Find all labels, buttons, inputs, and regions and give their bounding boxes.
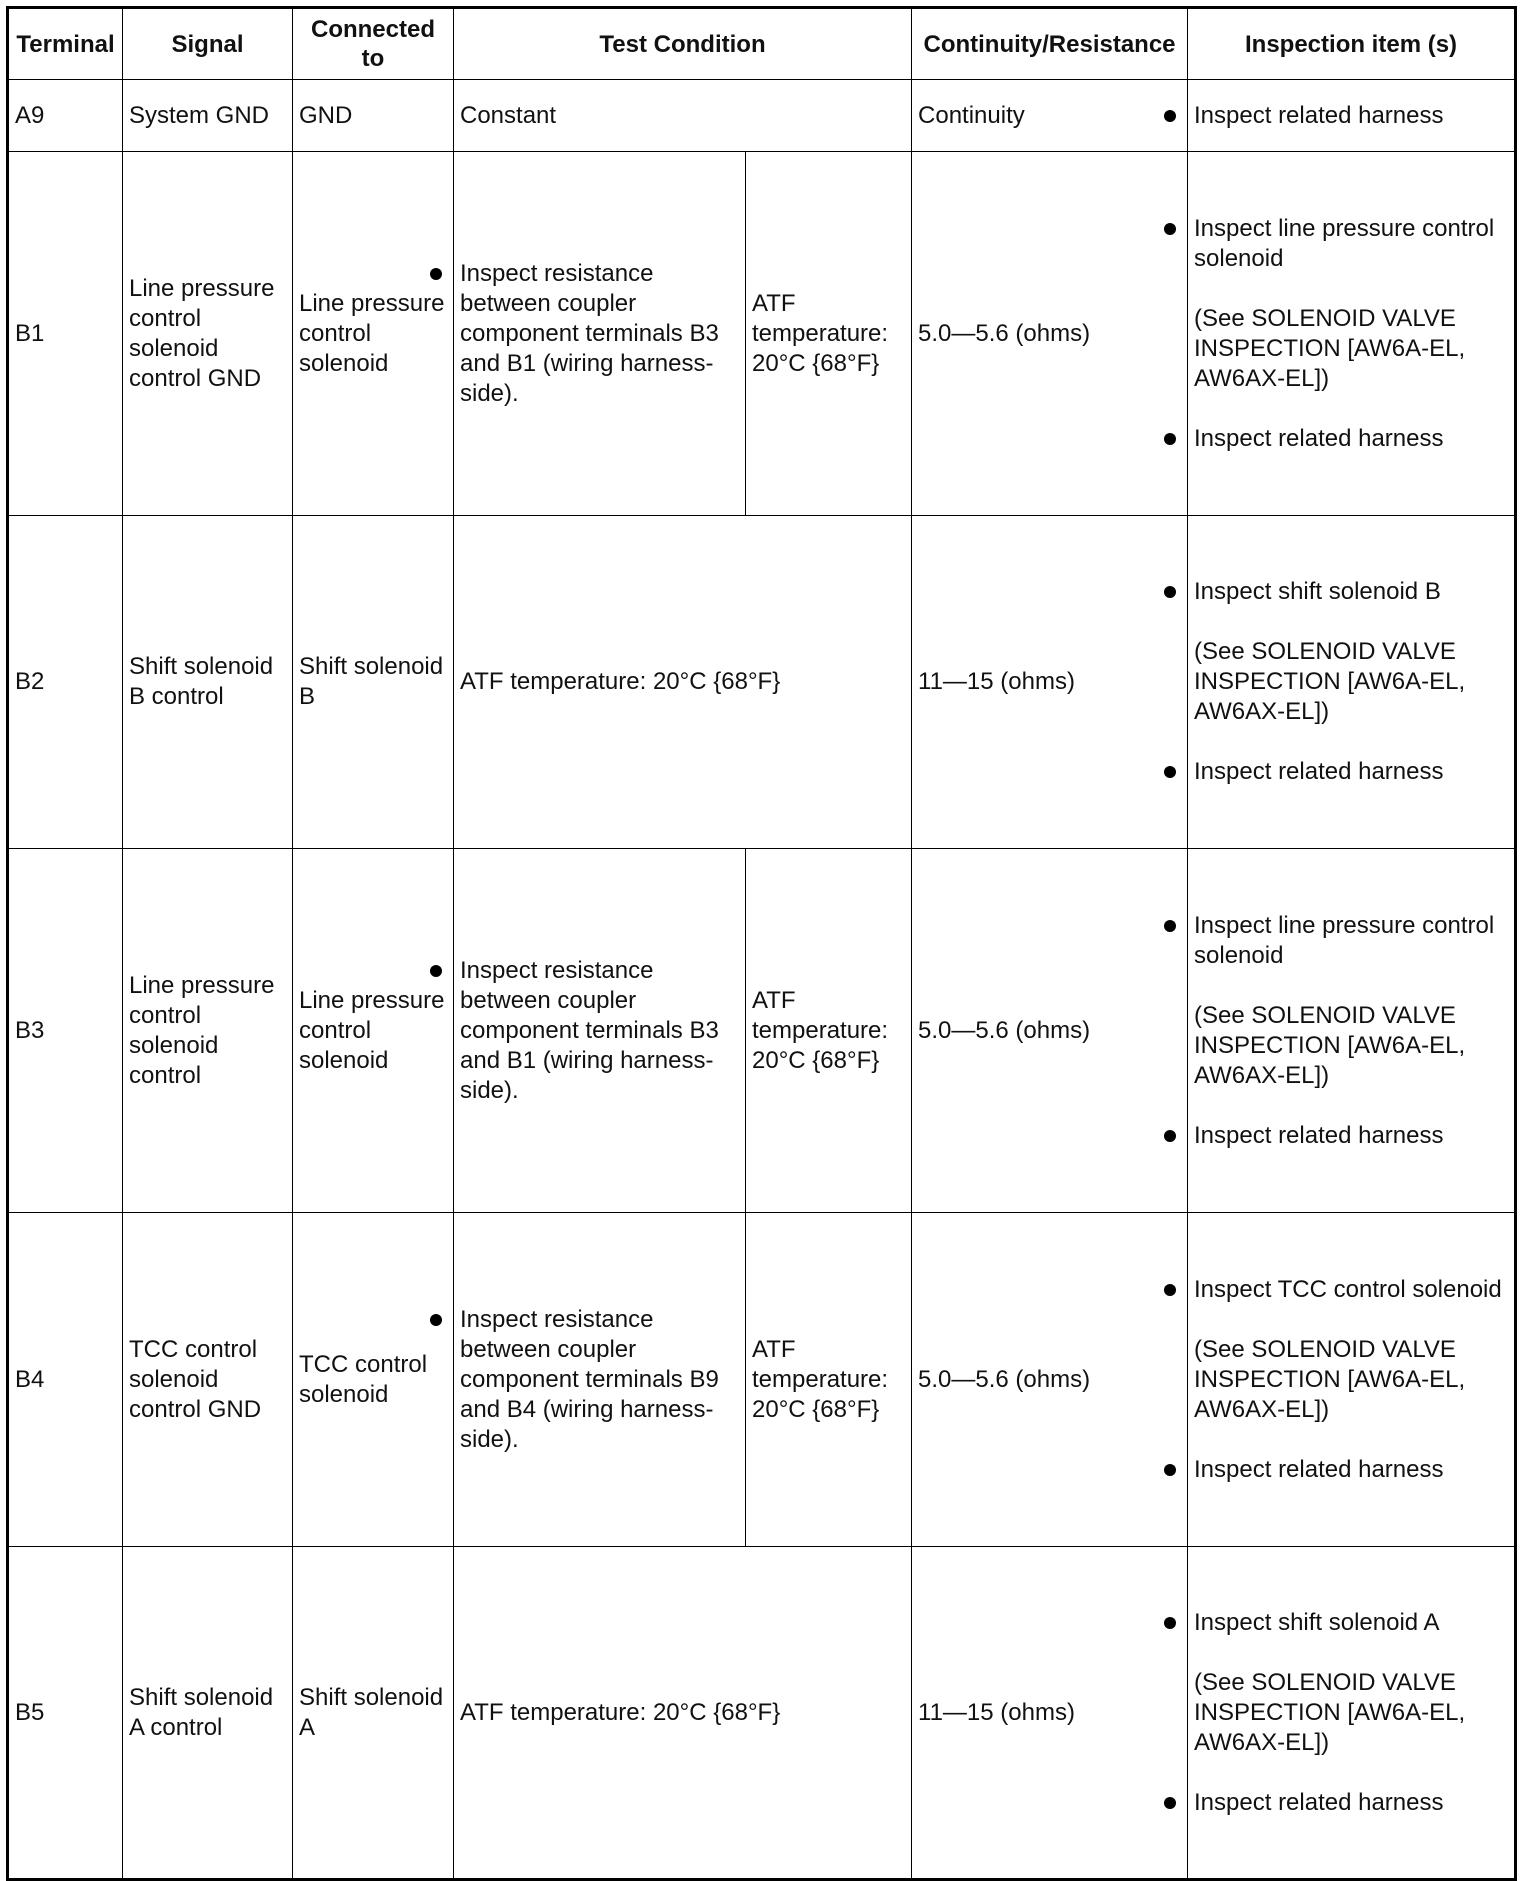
terminal-cell: B5 xyxy=(8,1547,123,1880)
connected-to-cell: Line pressure control solenoid xyxy=(293,849,454,1213)
terminal-cell: B1 xyxy=(8,152,123,516)
test-bullet-item: Inspect resistance between coupler component terminals B3 and B1 (wiring harness-side). xyxy=(424,956,739,1106)
inspection-note: (See SOLENOID VALVE INSPECTION [AW6A-EL, AW6AX-EL]) xyxy=(1194,1668,1466,1756)
inspection-note: (See SOLENOID VALVE INSPECTION [AW6A-EL, AW6AX-EL]) xyxy=(1194,638,1466,725)
inspection-item: Inspect shift solenoid A xyxy=(1158,1608,1508,1638)
test-condition-cell: ATF temperature: 20°C {68°F} xyxy=(746,1213,912,1547)
test-bullet-cell xyxy=(454,849,746,1213)
inspection-item: Inspect related harness xyxy=(1158,757,1508,787)
inspection-item: Inspect TCC control solenoid xyxy=(1158,1275,1508,1305)
test-condition-cell: ATF temperature: 20°C {68°F} xyxy=(454,516,912,849)
terminal-cell: B2 xyxy=(8,516,123,849)
bullet-icon xyxy=(430,965,442,977)
inspection-item: Inspect related harness xyxy=(1158,1788,1508,1818)
table-row xyxy=(8,1213,1516,1547)
inspection-item: Inspect related harness xyxy=(1158,424,1508,454)
signal-cell: Shift solenoid B control xyxy=(123,516,293,849)
test-condition-cell: ATF temperature: 20°C {68°F} xyxy=(746,849,912,1213)
connected-to-cell: TCC control solenoid xyxy=(293,1213,454,1547)
terminal-cell: B4 xyxy=(8,1213,123,1547)
header-signal: Signal xyxy=(123,8,293,80)
inspection-item: Inspect line pressure control solenoid xyxy=(1158,911,1508,971)
bullet-icon xyxy=(1164,920,1176,932)
signal-cell: TCC control solenoid control GND xyxy=(123,1213,293,1547)
terminal-spec-table xyxy=(6,6,1517,1881)
continuity-cell: 11—15 (ohms) xyxy=(912,516,1188,849)
terminal-cell: B3 xyxy=(8,849,123,1213)
table-row xyxy=(8,152,1516,516)
inspection-cell xyxy=(1188,152,1516,516)
header-inspection: Inspection item (s) xyxy=(1188,8,1516,80)
header-connected-to: Connected to xyxy=(293,8,454,80)
connected-to-cell: Shift solenoid B xyxy=(293,516,454,849)
inspection-item: Inspect shift solenoid B xyxy=(1158,577,1508,607)
connected-to-cell: Shift solenoid A xyxy=(293,1547,454,1880)
inspection-note: (See SOLENOID VALVE INSPECTION [AW6A-EL, AW6AX-EL]) xyxy=(1194,304,1466,392)
inspection-item: Inspect related harness xyxy=(1158,1121,1508,1151)
connected-to-cell: GND xyxy=(293,80,454,152)
table-row xyxy=(8,80,1516,152)
test-bullet-item: Inspect resistance between coupler component terminals B3 and B1 (wiring harness-side). xyxy=(424,259,739,409)
continuity-cell: 11—15 (ohms) xyxy=(912,1547,1188,1880)
bullet-icon xyxy=(1164,223,1176,235)
continuity-cell: 5.0—5.6 (ohms) xyxy=(912,849,1188,1213)
signal-cell: Shift solenoid A control xyxy=(123,1547,293,1880)
inspection-cell xyxy=(1188,516,1516,849)
inspection-cell xyxy=(1188,1547,1516,1880)
test-bullet-cell xyxy=(454,152,746,516)
inspection-item: Inspect related harness xyxy=(1158,101,1508,131)
connected-to-cell: Line pressure control solenoid xyxy=(293,152,454,516)
bullet-icon xyxy=(1164,1464,1176,1476)
test-bullet-item: Inspect resistance between coupler component terminals B9 and B4 (wiring harness-side). xyxy=(424,1305,739,1455)
header-continuity: Continuity/Resistance xyxy=(912,8,1188,80)
bullet-icon xyxy=(1164,766,1176,778)
bullet-icon xyxy=(1164,1797,1176,1809)
table-row xyxy=(8,849,1516,1213)
signal-cell: Line pressure control solenoid control GND xyxy=(123,152,293,516)
inspection-note: (See SOLENOID VALVE INSPECTION [AW6A-EL, AW6AX-EL]) xyxy=(1194,1001,1466,1089)
inspection-cell xyxy=(1188,1213,1516,1547)
inspection-cell xyxy=(1188,849,1516,1213)
spec-table-wrapper xyxy=(6,6,1517,1881)
signal-cell: Line pressure control solenoid control xyxy=(123,849,293,1213)
continuity-cell: 5.0—5.6 (ohms) xyxy=(912,1213,1188,1547)
inspection-cell xyxy=(1188,80,1516,152)
inspection-note: (See SOLENOID VALVE INSPECTION [AW6A-EL, AW6AX-EL]) xyxy=(1194,1335,1466,1423)
bullet-icon xyxy=(430,1314,442,1326)
test-condition-cell: Constant xyxy=(454,80,912,152)
header-row xyxy=(8,8,1516,80)
bullet-icon xyxy=(1164,586,1176,598)
terminal-cell: A9 xyxy=(8,80,123,152)
continuity-cell: Continuity xyxy=(912,80,1188,152)
continuity-cell: 5.0—5.6 (ohms) xyxy=(912,152,1188,516)
header-terminal: Terminal xyxy=(8,8,123,80)
signal-cell: System GND xyxy=(123,80,293,152)
bullet-icon xyxy=(1164,433,1176,445)
bullet-icon xyxy=(430,268,442,280)
bullet-icon xyxy=(1164,1284,1176,1296)
inspection-item: Inspect line pressure control solenoid xyxy=(1158,214,1508,274)
inspection-item: Inspect related harness xyxy=(1158,1455,1508,1485)
bullet-icon xyxy=(1164,1130,1176,1142)
bullet-icon xyxy=(1164,1617,1176,1629)
header-test-condition: Test Condition xyxy=(454,8,912,80)
test-condition-cell: ATF temperature: 20°C {68°F} xyxy=(454,1547,912,1880)
test-condition-cell: ATF temperature: 20°C {68°F} xyxy=(746,152,912,516)
test-bullet-cell xyxy=(454,1213,746,1547)
table-row xyxy=(8,516,1516,849)
table-row xyxy=(8,1547,1516,1880)
bullet-icon xyxy=(1164,110,1176,122)
